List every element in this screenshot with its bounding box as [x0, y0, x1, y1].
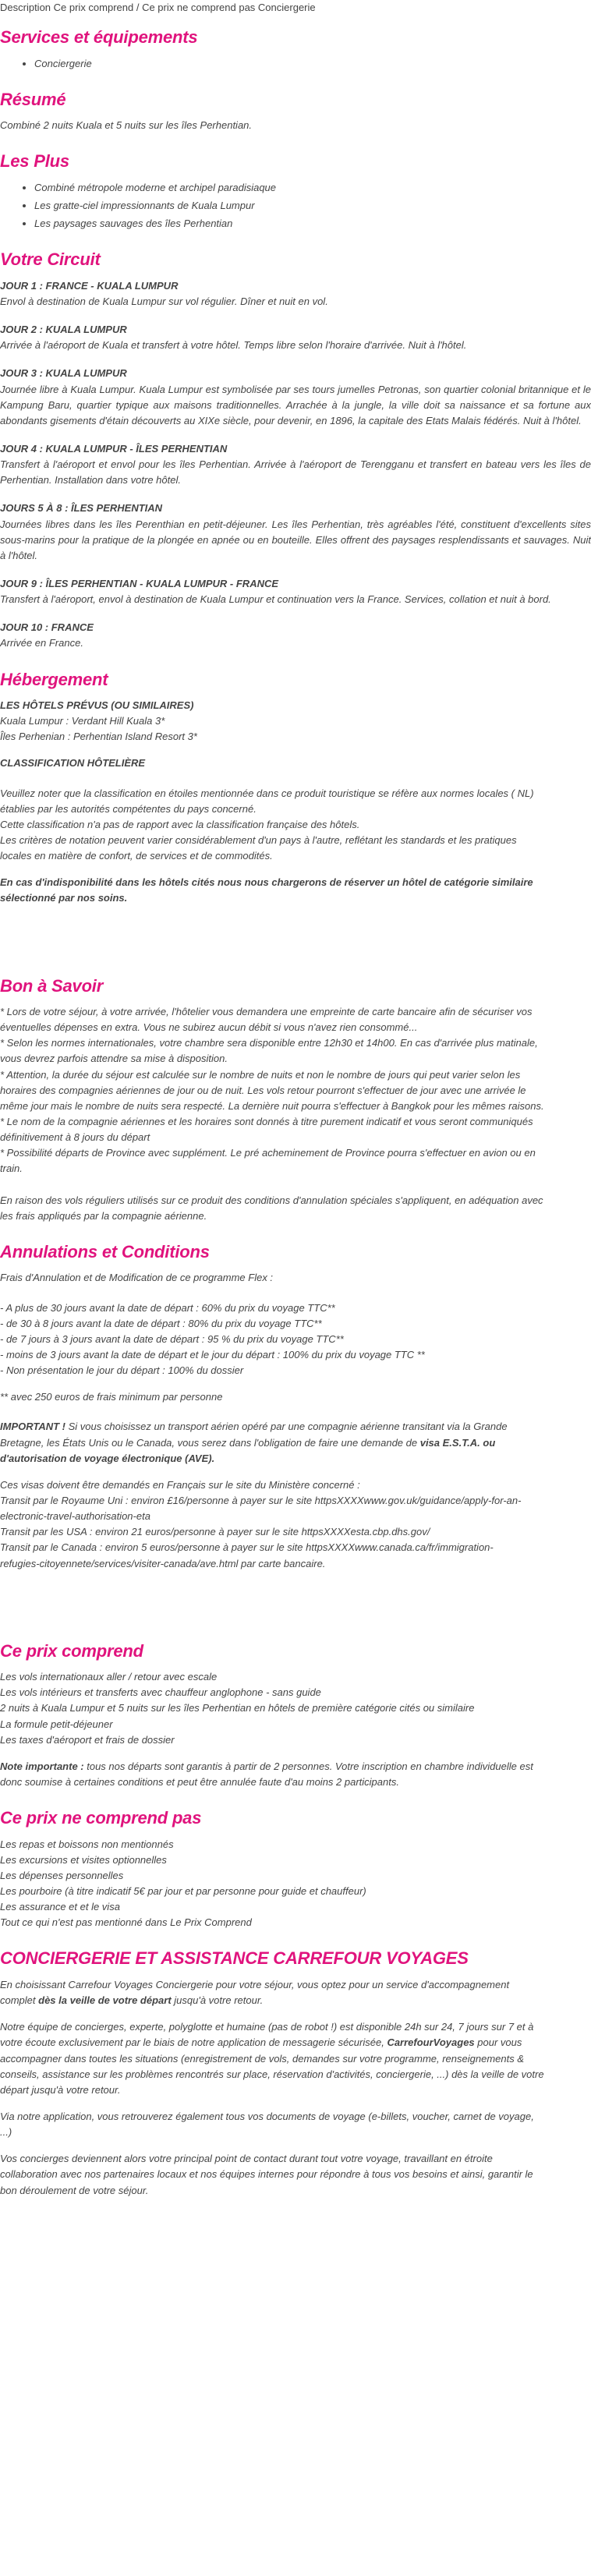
circuit-title: Votre Circuit	[0, 249, 101, 270]
important-line: d'autorisation de voyage électronique (AVE).	[0, 1452, 215, 1464]
day-text: Arrivée en France.	[0, 637, 83, 649]
plus-item: • Combiné métropole moderne et archipel paradisiaque	[34, 180, 591, 196]
ne-comprend-item: Les dépenses personnelles	[0, 1869, 124, 1881]
conciergerie-brand: CarrefourVoyages	[387, 2036, 475, 2049]
services-section	[0, 27, 591, 72]
comprend-note: donc soumise à certaines conditions et peut être annulée faute d'au moins 2 participants.	[0, 1775, 399, 1788]
ne-comprend-item: Tout ce qui n'est pas mentionné dans Le Prix Comprend	[0, 1916, 252, 1929]
important-line	[0, 1419, 591, 1435]
services-list	[0, 56, 591, 72]
annulations-title: Annulations et Conditions	[0, 1241, 210, 1261]
comprend-item: La formule petit-déjeuner	[0, 1718, 113, 1730]
day-title: JOUR 3 : KUALA LUMPUR	[0, 367, 127, 380]
visa-line: electronic-travel-authorisation-eta	[0, 1510, 150, 1523]
resume-section	[0, 89, 591, 134]
classification-line: Les critères de notation peuvent varier considérablement d'un pays à l'autre, reflétant les standards et les pratiques	[0, 834, 517, 846]
important-visa: visa E.S.T.A. ou	[419, 1436, 496, 1449]
fee-line: - A plus de 30 jours avant la date de départ : 60% du prix du voyage TTC**	[0, 1301, 335, 1314]
day-text: Transfert à l'aéroport et envol pour les îles Perhentian. Arrivée à l'aéroport de Terengganu et transfert en bateau vers les îles de Perhentian. Installation dans votre hôtel.	[0, 458, 591, 487]
hebergement-title: Hébergement	[0, 669, 108, 689]
comprend-item: Les taxes d'aéroport et frais de dossier	[0, 1733, 175, 1746]
info-line: * Selon les normes internationales, votre chambre sera disponible entre 12h30 et 14h00. En cas d'arrivée plus matinale,	[0, 1037, 538, 1049]
visa-line: Transit par le Royaume Uni : environ £16/personne à payer sur le site httpsXXXXwww.gov.uk/guidance/apply-for-an-	[0, 1494, 522, 1506]
services-title: Services et équipements	[0, 27, 198, 48]
info-line: * Possibilité départs de Province avec supplément. Le pré acheminement de Province pourra s'effectuer en avion ou en	[0, 1147, 536, 1159]
plus-section	[0, 150, 591, 232]
classification-line: Cette classification n'a pas de rapport avec la classification française des hôtels.	[0, 818, 360, 830]
visa-line: refugies-citoyennete/services/visiter-canada/ave.html par carte bancaire.	[0, 1557, 326, 1569]
info-line: * Attention, la durée du séjour est calculée sur le nombre de nuits et non le nombre de jours qui peut varier selon les	[0, 1068, 521, 1081]
description-header: Description Ce prix comprend / Ce prix ne comprend pas Conciergerie	[0, 2, 316, 13]
comprend-note	[0, 1759, 591, 1775]
day-text: Journée libre à Kuala Lumpur. Kuala Lumpur est symbolisée par ses tours jumelles Petronas, son quartier colonial britannique et le Kampung Baru, quartier typique aux maisons traditionnelles. Arrachée à la jungle, la ville doit sa naissance et sa fortune aux abondants gisements d'étain découverts au XIXe siècle, pour devenir, en 1896, la capitale des Etats Malais fédérés. Nuit à l'hôtel.	[0, 383, 591, 426]
classification-line: Veuillez noter que la classification en étoiles mentionnée dans ce produit touristique se réfère aux normes locales ( NL)	[0, 787, 534, 799]
conciergerie-section	[0, 1948, 591, 2198]
conciergerie-highlight: dès la veille de votre départ	[38, 1994, 172, 2007]
day-title: JOUR 4 : KUALA LUMPUR - ÎLES PERHENTIAN	[0, 442, 228, 455]
plus-item: • Les gratte-ciel impressionnants de Kuala Lumpur	[34, 198, 591, 214]
day-text: Arrivée à l'aéroport de Kuala et transfert à votre hôtel. Temps libre selon l'horaire d'arrivée. Nuit à l'hôtel.	[0, 339, 467, 352]
conciergerie-text: départ jusqu'à votre retour.	[0, 2083, 121, 2096]
comprend-item: 2 nuits à Kuala Lumpur et 5 nuits sur les îles Perhentian en hôtels de première catégorie cités ou similaire	[0, 1702, 475, 1714]
ne-comprend-item: Les assurance et et le visa	[0, 1901, 120, 1913]
classification-line: locales en matière de confort, de services et de commodités.	[0, 850, 273, 862]
info-note-line: les frais appliqués par la compagnie aérienne.	[0, 1209, 207, 1222]
day-text: Envol à destination de Kuala Lumpur sur vol régulier. Dîner et nuit en vol.	[0, 295, 328, 307]
ne-comprend-section	[0, 1807, 591, 1930]
bon-a-savoir-title: Bon à Savoir	[0, 975, 104, 996]
important-label: IMPORTANT !	[0, 1421, 66, 1433]
conciergerie-title: CONCIERGERIE ET ASSISTANCE CARREFOUR VOYAGES	[0, 1948, 469, 1969]
classification-title: CLASSIFICATION HÔTELIÈRE	[0, 757, 146, 770]
ne-comprend-title: Ce prix ne comprend pas	[0, 1808, 202, 1828]
conciergerie-text: Vos concierges deviennent alors votre principal point de contact durant tout votre voyage, travaillant en étroite	[0, 2153, 493, 2165]
hotel-line: Kuala Lumpur : Verdant Hill Kuala 3*	[0, 715, 165, 727]
visa-line: Ces visas doivent être demandés en Français sur le site du Ministère concerné :	[0, 1478, 360, 1491]
conciergerie-text: accompagner dans toutes les situations (enregistrement de vols, demandes sur votre programme, renseignements &	[0, 2052, 525, 2065]
important-line	[0, 1435, 591, 1451]
info-line: éventuelles dépenses en extra. Vous ne subirez aucun débit si vous n'avez rien consommé...	[0, 1021, 418, 1034]
hebergement-section	[0, 669, 591, 907]
info-line: * Le nom de la compagnie aériennes et les horaires sont donnés à titre purement indicatif et vous seront communiqués	[0, 1116, 533, 1128]
conciergerie-text-part: complet	[0, 1994, 39, 2007]
plus-item: • Les paysages sauvages des îles Perhentian	[34, 216, 591, 232]
ne-comprend-item: Les pourboire (à titre indicatif 5€ par jour et par personne pour guide et chauffeur)	[0, 1885, 366, 1898]
conciergerie-text: Notre équipe de concierges, experte, polyglotte et humaine (pas de robot !) est disponible 24h sur 24, 7 jours sur 7 et à	[0, 2021, 534, 2033]
info-line: vous devrez parfois attendre sa mise à disposition.	[0, 1053, 228, 1065]
day-title: JOUR 2 : KUALA LUMPUR	[0, 324, 127, 336]
conciergerie-text: ...)	[0, 2126, 12, 2139]
hotel-line: Îles Perhenian : Perhentian Island Resort 3*	[0, 731, 197, 743]
ne-comprend-item: Les repas et boissons non mentionnés	[0, 1838, 174, 1850]
conciergerie-text	[0, 2035, 591, 2051]
conciergerie-text-part: pour vous	[474, 2036, 522, 2049]
annulations-section	[0, 1241, 591, 1572]
conciergerie-text: Via notre application, vous retrouverez également tous vos documents de voyage (e-billets, voucher, carnet de voyage,	[0, 2110, 534, 2122]
info-line: définitivement à 8 jours du départ	[0, 1131, 150, 1144]
fee-minimum: ** avec 250 euros de frais minimum par personne	[0, 1391, 223, 1403]
info-line: horaires des compagnies aériennes de jour ou de nuit. Les vols retour pourront s'effectuer de jour avec une arrivée le	[0, 1084, 526, 1096]
resume-title: Résumé	[0, 89, 66, 109]
day-title: JOUR 9 : ÎLES PERHENTIAN - KUALA LUMPUR - FRANCE	[0, 577, 279, 589]
conciergerie-text-part: jusqu'à votre retour.	[171, 1994, 264, 2007]
classification-line: établies par les autorités compétentes du pays concerné.	[0, 802, 257, 815]
info-line: même jour mais le nombre de nuits sera respecté. La dernière nuit pourra s'effectuer à Bangkok pour les mêmes raisons.	[0, 1099, 544, 1112]
conciergerie-text	[0, 1993, 591, 2008]
annulations-intro: Frais d'Annulation et de Modification de ce programme Flex :	[0, 1272, 274, 1284]
plus-list	[0, 180, 591, 232]
visa-line: Transit par les USA : environ 21 euros/personne à payer sur le site httpsXXXXesta.cbp.dhs.gov/	[0, 1526, 430, 1538]
important-text: Bretagne, les États Unis ou le Canada, vous serez dans l'obligation de faire une demande de	[0, 1436, 420, 1449]
visa-line: Transit par le Canada : environ 5 euros/personne à payer sur le site httpsXXXXwww.canada.ca/fr/immigration-	[0, 1541, 494, 1554]
comprend-item: Les vols intérieurs et transferts avec chauffeur anglophone - sans guide	[0, 1686, 321, 1699]
fee-line: - moins de 3 jours avant la date de départ et le jour du départ : 100% du prix du voyage TTC **	[0, 1348, 425, 1361]
circuit-section	[0, 249, 591, 651]
hebergement-note: En cas d'indisponibilité dans les hôtels cités nous nous chargerons de réserver un hôtel de catégorie similaire sélectionné par nos soins.	[0, 876, 533, 904]
comprend-item: Les vols internationaux aller / retour avec escale	[0, 1671, 218, 1683]
comprend-section	[0, 1640, 591, 1790]
fee-line: - de 7 jours à 3 jours avant la date de départ : 95 % du prix du voyage TTC**	[0, 1332, 344, 1345]
comprend-note-text: tous nos départs sont garantis à partir de 2 personnes. Votre inscription en chambre individuelle est	[83, 1760, 533, 1772]
info-note-line: En raison des vols réguliers utilisés sur ce produit des conditions d'annulation spéciales s'appliquent, en adéquation avec	[0, 1194, 543, 1206]
plus-title: Les Plus	[0, 151, 69, 172]
comprend-note-label: Note importante :	[0, 1760, 84, 1772]
info-line: train.	[0, 1162, 23, 1175]
comprend-title: Ce prix comprend	[0, 1640, 143, 1661]
day-text: Journées libres dans les îles Perenthian en petit-déjeuner. Les îles Perhentian, très agréables l'été, constituent d'excellents sites sous-marins pour la pratique de la plongée en apnée ou en bouteille. Elles offrent des paysages resplendissants et sauvages. Nuit à l'hôtel.	[0, 518, 591, 561]
hotels-title: LES HÔTELS PRÉVUS (OU SIMILAIRES)	[0, 699, 194, 712]
day-title: JOUR 10 : FRANCE	[0, 621, 94, 634]
day-title: JOUR 1 : FRANCE - KUALA LUMPUR	[0, 279, 179, 292]
info-line: * Lors de votre séjour, à votre arrivée, l'hôtelier vous demandera une empreinte de carte bancaire afin de sécuriser vos	[0, 1006, 533, 1018]
fee-line: - de 30 à 8 jours avant la date de départ : 80% du prix du voyage TTC**	[0, 1317, 322, 1329]
important-text: Si vous choisissez un transport aérien opéré par une compagnie aérienne transitant via la Grande	[65, 1421, 508, 1433]
conciergerie-text: bon déroulement de votre séjour.	[0, 2184, 149, 2196]
day-text: Transfert à l'aéroport, envol à destination de Kuala Lumpur et continuation vers la France. Services, collation et nuit à bord.	[0, 593, 551, 606]
ne-comprend-item: Les excursions et visites optionnelles	[0, 1853, 167, 1866]
conciergerie-text: conseils, assistance sur les problèmes rencontrés sur place, réservation d'activités, conciergerie, ...) dès la veille de votre	[0, 2068, 544, 2080]
resume-text: Combiné 2 nuits Kuala et 5 nuits sur les îles Perhentian.	[0, 119, 253, 132]
day-title: JOURS 5 À 8 : ÎLES PERHENTIAN	[0, 502, 163, 515]
bon-a-savoir-section	[0, 975, 591, 1224]
services-item: • Conciergerie	[34, 56, 591, 72]
conciergerie-text: En choisissant Carrefour Voyages Conciergerie pour votre séjour, vous optez pour un service d'accompagnement	[0, 1978, 510, 1990]
conciergerie-text-part: votre écoute exclusivement par le biais de notre application de messagerie sécurisée,	[0, 2036, 388, 2049]
fee-line: - Non présentation le jour du départ : 100% du dossier	[0, 1364, 244, 1377]
conciergerie-text: collaboration avec nos partenaires locaux et nos équipes internes pour répondre à tous vos besoins et ainsi, garantir le	[0, 2168, 533, 2181]
